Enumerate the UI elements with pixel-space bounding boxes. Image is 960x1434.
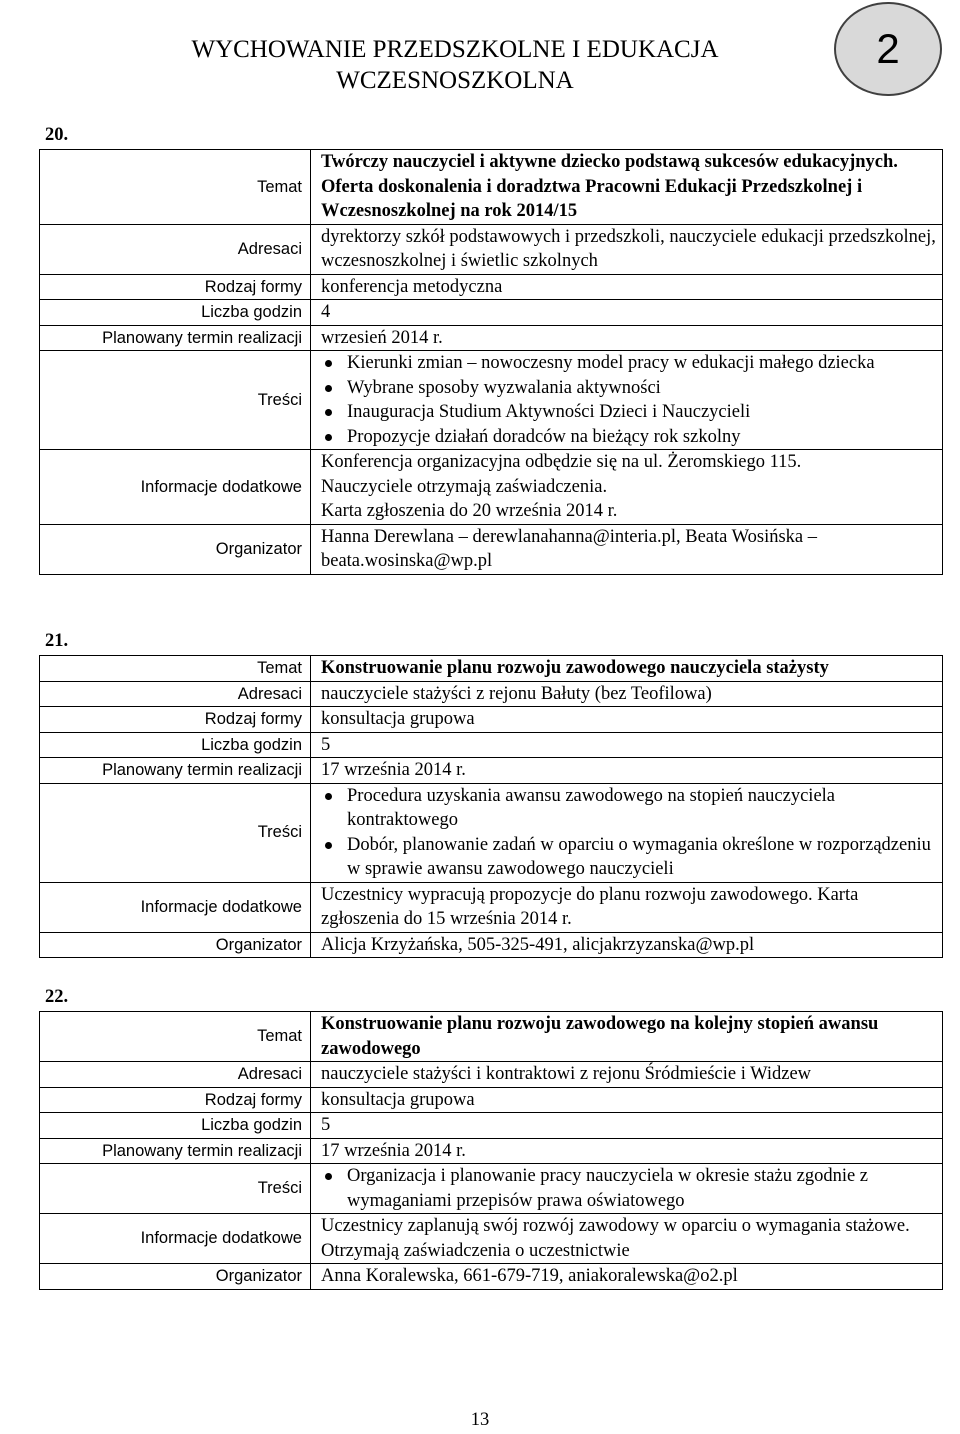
list-item: Dobór, planowanie zadań w oparciu o wymagania określone w rozporządzeniu w sprawie awansu zawodowego nauczycieli [321, 833, 936, 882]
row-organizator [40, 524, 943, 574]
label-adresaci: Adresaci [40, 1062, 311, 1088]
value-termin: 17 września 2014 r. [311, 1138, 943, 1164]
label-organizator: Organizator [40, 524, 311, 574]
event-table [39, 149, 943, 575]
value-tresci [311, 351, 943, 450]
row-organizator [40, 1264, 943, 1290]
event-22 [39, 986, 943, 1290]
row-adresaci [40, 1062, 943, 1088]
value-rodzaj: konferencja metodyczna [311, 274, 943, 300]
value-organizator: Alicja Krzyżańska, 505-325-491, alicjakrzyzanska@wp.pl [311, 932, 943, 958]
event-table [39, 655, 943, 958]
label-rodzaj: Rodzaj formy [40, 1087, 311, 1113]
label-liczba: Liczba godzin [40, 732, 311, 758]
label-liczba: Liczba godzin [40, 300, 311, 326]
row-informacje [40, 882, 943, 932]
info-line: Konferencja organizacyjna odbędzie się na ul. Żeromskiego 115. [321, 452, 802, 472]
label-tresci: Treści [40, 783, 311, 882]
label-informacje: Informacje dodatkowe [40, 1214, 311, 1264]
info-line: Nauczyciele otrzymają zaświadczenia. [321, 476, 608, 497]
row-organizator [40, 932, 943, 958]
tresci-list [321, 1164, 936, 1213]
label-temat: Temat [40, 150, 311, 225]
value-temat: Konstruowanie planu rozwoju zawodowego na kolejny stopień awansu zawodowego [311, 1012, 943, 1062]
event-number: 21. [45, 631, 69, 651]
row-liczba [40, 732, 943, 758]
event-21 [39, 630, 943, 958]
value-organizator: Anna Koralewska, 661-679-719, aniakoralewska@o2.pl [311, 1264, 943, 1290]
row-liczba [40, 300, 943, 326]
value-liczba: 5 [311, 732, 943, 758]
row-termin [40, 325, 943, 351]
row-termin [40, 758, 943, 784]
value-informacje [311, 450, 943, 525]
value-informacje [311, 882, 943, 932]
value-organizator: Hanna Derewlana – derewlanahanna@interia.pl, Beata Wosińska – beata.wosinska@wp.pl [311, 524, 943, 574]
row-adresaci [40, 681, 943, 707]
value-rodzaj: konsultacja grupowa [311, 1087, 943, 1113]
label-informacje: Informacje dodatkowe [40, 450, 311, 525]
tresci-list [321, 784, 936, 882]
info-line: Karta zgłoszenia do 20 września 2014 r. [321, 501, 618, 521]
list-item: Inauguracja Studium Aktywności Dzieci i Nauczycieli [321, 400, 936, 425]
value-liczba: 5 [311, 1113, 943, 1139]
label-temat: Temat [40, 1012, 311, 1062]
value-tresci [311, 783, 943, 882]
value-informacje [311, 1214, 943, 1264]
page-title-line2: WCZESNOSZKOLNA [336, 67, 574, 94]
page-number: 13 [470, 1410, 490, 1430]
value-rodzaj: konsultacja grupowa [311, 707, 943, 733]
row-rodzaj [40, 1087, 943, 1113]
value-adresaci: nauczyciele stażyści z rejonu Bałuty (bez Teofilowa) [311, 681, 943, 707]
row-temat [40, 1012, 943, 1062]
label-termin: Planowany termin realizacji [40, 758, 311, 784]
row-informacje [40, 1214, 943, 1264]
list-item: Kierunki zmian – nowoczesny model pracy w edukacji małego dziecka [321, 351, 936, 376]
value-tresci [311, 1164, 943, 1214]
label-tresci: Treści [40, 351, 311, 450]
value-adresaci: nauczyciele stażyści i kontraktowi z rejonu Śródmieście i Widzew [311, 1062, 943, 1088]
label-adresaci: Adresaci [40, 681, 311, 707]
label-rodzaj: Rodzaj formy [40, 707, 311, 733]
list-item: Wybrane sposoby wyzwalania aktywności [321, 376, 936, 401]
label-rodzaj: Rodzaj formy [40, 274, 311, 300]
event-20 [39, 124, 943, 575]
label-organizator: Organizator [40, 932, 311, 958]
value-temat: Konstruowanie planu rozwoju zawodowego nauczyciela stażysty [311, 656, 943, 682]
row-liczba [40, 1113, 943, 1139]
row-tresci [40, 783, 943, 882]
value-temat: Twórczy nauczyciel i aktywne dziecko podstawą sukcesów edukacyjnych. Oferta doskonalenia i doradztwa Pracowni Edukacji Przedszkolnej i Wczesnoszkolnej na rok 2014/15 [311, 150, 943, 225]
label-termin: Planowany termin realizacji [40, 1138, 311, 1164]
value-termin: 17 września 2014 r. [311, 758, 943, 784]
label-tresci: Treści [40, 1164, 311, 1214]
row-temat [40, 656, 943, 682]
info-line: Uczestnicy wypracują propozycje do planu rozwoju zawodowego. Karta zgłoszenia do 15 września 2014 r. [321, 884, 859, 929]
row-rodzaj [40, 707, 943, 733]
row-tresci [40, 351, 943, 450]
event-table [39, 1011, 943, 1290]
row-temat [40, 150, 943, 225]
label-termin: Planowany termin realizacji [40, 325, 311, 351]
label-liczba: Liczba godzin [40, 1113, 311, 1139]
row-tresci [40, 1164, 943, 1214]
label-adresaci: Adresaci [40, 224, 311, 274]
label-temat: Temat [40, 656, 311, 682]
event-number: 22. [45, 987, 69, 1007]
list-item: Propozycje działań doradców na bieżący rok szkolny [321, 425, 936, 450]
row-rodzaj [40, 274, 943, 300]
value-liczba: 4 [311, 300, 943, 326]
section-number-badge: 2 [834, 2, 942, 96]
list-item: Procedura uzyskania awansu zawodowego na stopień nauczyciela kontraktowego [321, 784, 936, 833]
label-organizator: Organizator [40, 1264, 311, 1290]
list-item: Organizacja i planowanie pracy nauczyciela w okresie stażu zgodnie z wymaganiami przepisów prawa oświatowego [321, 1164, 936, 1213]
event-number: 20. [45, 125, 69, 145]
page-title-line1: WYCHOWANIE PRZEDSZKOLNE I EDUKACJA [191, 36, 719, 63]
value-termin: wrzesień 2014 r. [311, 325, 943, 351]
info-line: Uczestnicy zaplanują swój rozwój zawodowy w oparciu o wymagania stażowe. Otrzymają zaświadczenia o uczestnictwie [321, 1216, 910, 1261]
tresci-list [321, 351, 936, 449]
row-adresaci [40, 224, 943, 274]
label-informacje: Informacje dodatkowe [40, 882, 311, 932]
page-title [130, 34, 780, 96]
row-informacje [40, 450, 943, 525]
row-termin [40, 1138, 943, 1164]
value-adresaci: dyrektorzy szkół podstawowych i przedszkoli, nauczyciele edukacji przedszkolnej, wczesnoszkolnej i świetlic szkolnych [311, 224, 943, 274]
